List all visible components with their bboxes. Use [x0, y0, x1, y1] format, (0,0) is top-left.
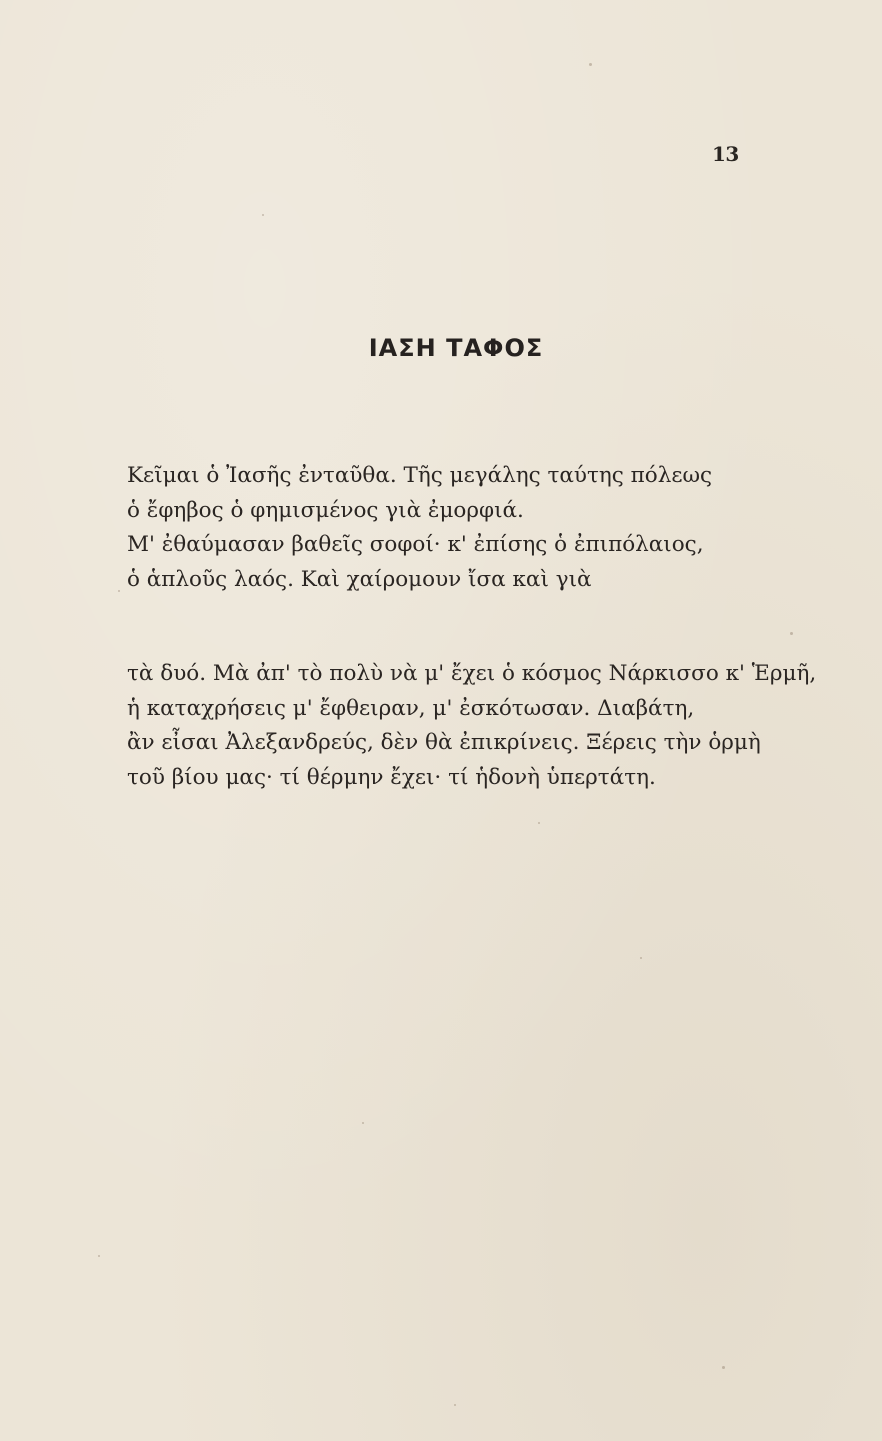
page-number: 13 — [712, 142, 739, 166]
paper-speck — [262, 214, 264, 216]
paper-speck — [362, 1122, 364, 1124]
poem-line: ἡ καταχρήσεις μ' ἔφθειραν, μ' ἐσκότωσαν. Διαβάτη, — [127, 695, 695, 721]
paper-speck — [589, 63, 592, 66]
poem-line: τὰ δυό. Μὰ ἀπ' τὸ πολὺ νὰ μ' ἔχει ὁ κόσμος Νάρκισσο κ' Ἑρμῆ, — [127, 661, 817, 686]
paper-speck — [454, 1404, 456, 1406]
paper-speck — [118, 590, 120, 592]
stanza-1 — [127, 459, 712, 597]
paper-speck — [538, 822, 540, 824]
poem-line: Κεῖμαι ὁ Ἰασῆς ἐνταῦθα. Τῆς μεγάλης ταύτης πόλεως — [127, 463, 713, 488]
poem-line: τοῦ βίου μας· τί θέρμην ἔχει· τί ἡδονὴ ὑπερτάτη. — [127, 764, 656, 790]
poem-title: ΙΑΣΗ ΤΑΦΟΣ — [368, 334, 544, 362]
paper-speck — [722, 1366, 725, 1369]
paper-speck — [640, 957, 642, 959]
poem-line: ὁ ἔφηβος ὁ φημισμένος γιὰ ἐμορφιά. — [127, 497, 524, 523]
paper-speck — [790, 632, 793, 635]
poem-line: ὁ ἁπλοῦς λαός. Καὶ χαίρομουν ἴσα καὶ γιὰ — [127, 566, 592, 592]
poem-line: Μ' ἐθαύμασαν βαθεῖς σοφοί· κ' ἐπίσης ὁ ἐπιπόλαιος, — [127, 532, 704, 557]
poem-line: ἂν εἶσαι Ἀλεξανδρεύς, δὲν θὰ ἐπικρίνεις. Ξέρεις τὴν ὁρμὴ — [127, 730, 761, 755]
stanza-2 — [127, 657, 816, 795]
paper-speck — [98, 1255, 100, 1257]
